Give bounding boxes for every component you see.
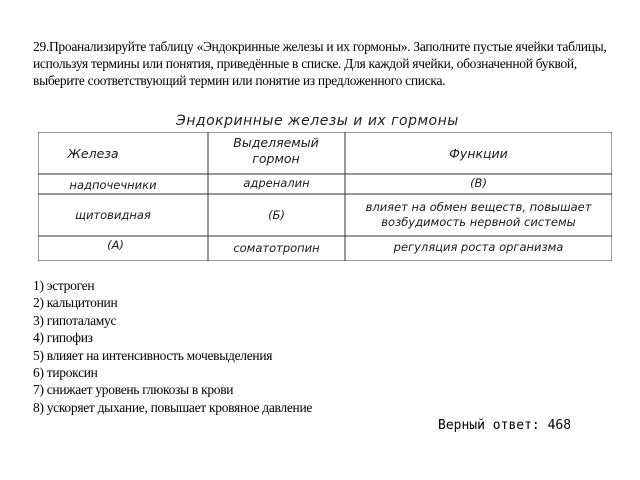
header-gland: Железа (67, 146, 119, 161)
option-item: 6) тироксин (33, 365, 98, 381)
option-item: 2) кальцитонин (33, 295, 118, 311)
header-functions: Функции (449, 146, 508, 161)
option-item: 5) влияет на интенсивность мочевыделения (33, 347, 273, 363)
option-item: 4) гипофиз (33, 330, 93, 346)
option-item: 3) гипоталамус (33, 312, 117, 328)
cell-hormone-3: соматотропин (233, 241, 320, 255)
cell-hormone-1: адреналин (243, 176, 310, 190)
cell-function-1: (В) (470, 176, 487, 190)
option-item: 8) ускоряет дыхание, повышает кровяное давление (33, 399, 313, 415)
cell-function-3: регуляция роста организма (393, 240, 564, 254)
hormones-table (38, 132, 612, 261)
header-hormone: Выделяемый гормон (233, 135, 319, 166)
option-item: 1) эстроген (33, 278, 95, 293)
cell-gland-1: надпочечники (69, 178, 157, 192)
cell-gland-3: (А) (107, 238, 124, 252)
option-item: 7) снижает уровень глюкозы в крови (33, 382, 234, 398)
question-text: 29.Проанализируйте таблицу «Эндокринные железы и их гормоны». Заполните пустые ячейки таблицы, используя термины или понятия, приведённые в списке. Для каждой ячейки, обозначенной буквой, выберите соответствующий термин или понятие из предложенного списка. (33, 39, 607, 88)
correct-answer: Верный ответ: 468 (438, 418, 572, 433)
cell-hormone-2: (Б) (268, 208, 285, 222)
table-title: Эндокринные железы и их гормоны (176, 113, 459, 129)
options-list (33, 277, 312, 416)
cell-gland-2: щитовидная (75, 208, 151, 222)
cell-function-2: влияет на обмен веществ, повышает возбудимость нервной системы (365, 200, 592, 229)
